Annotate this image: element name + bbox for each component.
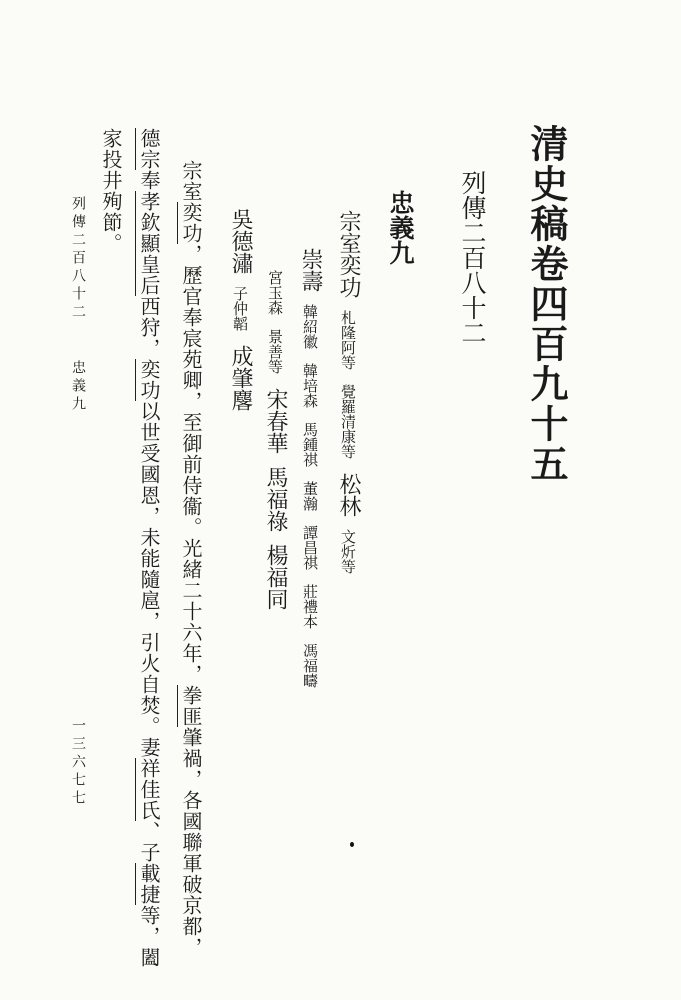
- section-heading: 忠義九: [386, 190, 415, 265]
- proper-name-mark: 孝欽顯皇后: [137, 191, 161, 296]
- body-text-segment: 家投井殉節。: [99, 128, 123, 254]
- toc-entry: 楊福同: [263, 544, 288, 610]
- body-text-segment: 肇禍，各國聯軍破京都，: [179, 727, 203, 958]
- toc-entry: 莊禮本: [301, 584, 319, 629]
- body-line-1: [181, 160, 201, 958]
- toc-entry: 馬鍾祺: [301, 422, 319, 467]
- body-text-segment: 宗室: [179, 160, 203, 202]
- body-text-segment: 西狩，: [137, 296, 161, 359]
- proper-name-mark: 德宗: [137, 128, 161, 170]
- toc-entry: 吳德潚: [228, 208, 253, 274]
- toc-column-3: [264, 270, 286, 622]
- toc-entry: 崇壽: [298, 248, 323, 292]
- proper-name-mark: 載捷: [137, 863, 161, 905]
- body-text-segment: 奉: [137, 170, 161, 191]
- toc-column-4: [229, 208, 251, 423]
- margin-book-title: 列傳二百八十二: [70, 196, 86, 322]
- proper-name-mark: 奕功: [137, 359, 161, 401]
- toc-entry: 董瀚: [301, 481, 319, 511]
- margin-section: 忠義九: [70, 360, 86, 414]
- body-text-segment: ，歷官奉宸苑卿，至御前侍衞。光緒二十六年，: [179, 244, 203, 685]
- body-text-segment: 、子: [137, 821, 161, 863]
- chapter-subtitle: 列傳二百八十二: [458, 170, 487, 345]
- toc-entry: 子仲韜: [231, 286, 249, 331]
- toc-entry: 譚昌祺: [301, 525, 319, 570]
- toc-entry: 宗室奕功: [336, 210, 361, 298]
- proper-name-mark: 祥佳氏: [137, 758, 161, 821]
- toc-entry: 馬福祿: [263, 466, 288, 532]
- toc-column-1: [337, 210, 359, 588]
- body-line-3: [101, 128, 121, 254]
- ink-speck: [350, 842, 354, 847]
- toc-entry: 景善等: [266, 329, 284, 374]
- toc-entry: 宋春華: [263, 388, 288, 454]
- toc-entry: 宮玉森: [266, 270, 284, 315]
- toc-column-2: [299, 248, 321, 702]
- toc-entry: 韓紹徽: [301, 304, 319, 349]
- toc-entry: 松林: [336, 473, 361, 517]
- toc-entry: 覺羅清康等: [339, 384, 357, 459]
- margin-page-number: 一三六七七: [70, 718, 86, 808]
- toc-entry: 札隆阿等: [339, 310, 357, 370]
- toc-entry: 文炘等: [339, 529, 357, 574]
- toc-entry: 馮福疇: [301, 643, 319, 688]
- body-line-2: [139, 128, 159, 968]
- body-text-segment: 以世受國恩，未能隨扈，引火自焚。妻: [137, 401, 161, 758]
- body-text-segment: 等，闔: [137, 905, 161, 968]
- proper-name-mark: 拳匪: [179, 685, 203, 727]
- toc-entry: 成肇麐: [228, 345, 253, 411]
- chapter-title: 清史稿卷四百九十五: [524, 124, 569, 484]
- proper-name-mark: 奕功: [179, 202, 203, 244]
- toc-entry: 韓培森: [301, 363, 319, 408]
